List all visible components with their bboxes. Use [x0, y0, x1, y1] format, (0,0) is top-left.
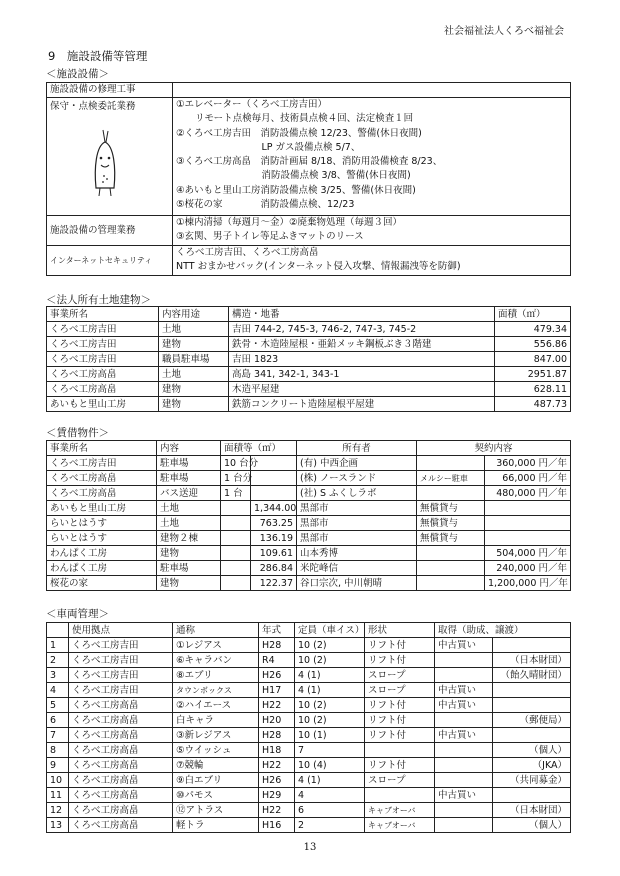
table-row [47, 653, 571, 668]
vehicle-name-cell: ③新レジアス [173, 728, 259, 743]
rental-fee-cell [485, 531, 571, 546]
vehicle-year-cell: H22 [259, 758, 295, 773]
vehicle-capacity-cell: 10 (1) [295, 728, 365, 743]
table-row [47, 516, 571, 531]
table-row [47, 337, 571, 352]
vehicle-no-cell: 3 [47, 668, 69, 683]
vehicles-header-name: 通称 [173, 623, 259, 638]
vehicle-name-cell: 白キャラ [173, 713, 259, 728]
rental-contract-note-cell [417, 546, 485, 561]
vehicle-base-cell: くろべ工房高畠 [69, 758, 173, 773]
vehicle-acquired-cell: 中古買い [435, 638, 493, 653]
vehicles-header-acquisition: 取得（助成、譲渡） [435, 623, 571, 638]
rental-count-cell [221, 516, 251, 531]
rental-content-cell: 建物 [157, 546, 221, 561]
vehicle-shape-cell: キャブオーバ [365, 818, 435, 833]
vehicle-shape-cell: スロープ [365, 773, 435, 788]
vehicle-grant-cell: （個人） [493, 743, 571, 758]
rental-fee-cell: 360,000 円／年 [485, 456, 571, 471]
table-row [47, 531, 571, 546]
table-row [47, 322, 571, 337]
vehicle-grant-cell [493, 638, 571, 653]
rental-contract-note-cell [417, 456, 485, 471]
vehicle-grant-cell: （飴久晴財団） [493, 668, 571, 683]
vehicle-base-cell: くろべ工房吉田 [69, 638, 173, 653]
vehicle-year-cell: H22 [259, 803, 295, 818]
maintenance-line: ⑤桜花の家 消防設備点検、12/23 [176, 199, 355, 211]
rental-office-cell: わんぱく工房 [47, 546, 157, 561]
table-row [47, 758, 571, 773]
vehicle-name-cell: ⑤ウイッシュ [173, 743, 259, 758]
security-line: くろべ工房吉田、くろべ工房高畠 [176, 247, 319, 258]
vehicle-shape-cell: リフト付 [365, 728, 435, 743]
table-row [47, 713, 571, 728]
table-row [47, 382, 571, 397]
vehicle-base-cell: くろべ工房高畠 [69, 803, 173, 818]
vehicle-year-cell: H28 [259, 728, 295, 743]
section-title: 9 施設設備等管理 [48, 49, 148, 63]
rental-office-cell: らいとはうす [47, 531, 157, 546]
vehicle-capacity-cell: 10 (2) [295, 713, 365, 728]
vehicle-capacity-cell: 10 (2) [295, 698, 365, 713]
rental-count-cell: 1 台分 [221, 471, 251, 486]
vehicle-no-cell: 12 [47, 803, 69, 818]
vehicle-grant-cell: （共同募金） [493, 773, 571, 788]
rentals-header-content: 内容 [157, 441, 221, 456]
rental-content-cell: 駐車場 [157, 471, 221, 486]
table-row [47, 743, 571, 758]
rental-area-cell: 136.19 [251, 531, 297, 546]
land-area-cell: 2951.87 [495, 367, 571, 382]
land-use-cell: 土地 [159, 367, 229, 382]
land-header-use: 内容用途 [159, 307, 229, 322]
management-line: ③玄関、男子トイレ等足ふきマットのリース [176, 231, 364, 243]
vehicles-header-year: 年式 [259, 623, 295, 638]
vehicle-shape-cell: リフト付 [365, 698, 435, 713]
vehicle-name-cell: ⑦競輪 [173, 758, 259, 773]
land-header-area: 面積（㎡） [495, 307, 571, 322]
vehicle-acquired-cell [435, 758, 493, 773]
maintenance-line: 消防設備点検 3/8、警備(休日夜間) [176, 170, 411, 182]
rental-fee-cell: 240,000 円／年 [485, 561, 571, 576]
rental-content-cell: バス送迎 [157, 486, 221, 501]
vehicle-name-cell: ⑥キャラバン [173, 653, 259, 668]
vehicle-capacity-cell: 4 [295, 788, 365, 803]
vehicle-acquired-cell: 中古買い [435, 728, 493, 743]
rental-fee-cell: 1,200,000 円／年 [485, 576, 571, 591]
vehicle-acquired-cell: 中古買い [435, 788, 493, 803]
table-row [47, 818, 571, 833]
rental-contract-note-cell: 無償貸与 [417, 501, 485, 516]
facilities-heading: ＜施設設備＞ [46, 68, 109, 80]
vehicle-base-cell: くろべ工房高畠 [69, 713, 173, 728]
land-office-cell: くろべ工房吉田 [47, 337, 159, 352]
vehicle-acquired-cell [435, 668, 493, 683]
land-structure-cell: 高島 341, 342-1, 343-1 [229, 367, 495, 382]
vehicles-header-shape: 形状 [365, 623, 435, 638]
land-structure-cell: 鉄骨・木造陸屋根・亜鉛メッキ鋼板ぶき３階建 [229, 337, 495, 352]
vehicle-capacity-cell: 10 (2) [295, 638, 365, 653]
vehicle-shape-cell: スロープ [365, 668, 435, 683]
vehicle-capacity-cell: 6 [295, 803, 365, 818]
rental-owner-cell: 米陀峰信 [297, 561, 417, 576]
maintenance-line: ①エレベーター（くろべ工房吉田） [176, 99, 328, 110]
rental-area-cell: 1,344.00 [251, 501, 297, 516]
rental-count-cell [221, 576, 251, 591]
vehicle-no-cell: 10 [47, 773, 69, 788]
rental-fee-cell [485, 516, 571, 531]
rental-owner-cell: (有) 中西企画 [297, 456, 417, 471]
rental-owner-cell: (株) ノースランド [297, 471, 417, 486]
vehicle-base-cell: くろべ工房高畠 [69, 728, 173, 743]
land-office-cell: くろべ工房高畠 [47, 382, 159, 397]
vehicle-no-cell: 8 [47, 743, 69, 758]
rental-owner-cell: 黒部市 [297, 516, 417, 531]
rental-contract-note-cell: 無償貸与 [417, 531, 485, 546]
facilities-table [46, 82, 571, 276]
land-structure-cell: 吉田 744-2, 745-3, 746-2, 747-3, 745-2 [229, 322, 495, 337]
table-row [47, 683, 571, 698]
vehicle-name-cell: ②ハイエース [173, 698, 259, 713]
organization-name: 社会福祉法人くろべ福祉会 [444, 26, 564, 37]
rentals-header-contract: 契約内容 [417, 441, 571, 456]
vehicle-shape-cell: リフト付 [365, 713, 435, 728]
rentals-heading: ＜賃借物件＞ [46, 427, 109, 439]
vehicle-no-cell: 6 [47, 713, 69, 728]
rental-owner-cell: (社) S ふくしラボ [297, 486, 417, 501]
vehicles-header-capacity: 定員（車イス） [295, 623, 365, 638]
table-row [47, 352, 571, 367]
vehicle-no-cell: 4 [47, 683, 69, 698]
vehicle-base-cell: くろべ工房吉田 [69, 653, 173, 668]
vehicle-name-cell: タウンボックス [173, 683, 259, 698]
table-row [47, 788, 571, 803]
rentals-table [46, 440, 571, 591]
vehicle-name-cell: 軽トラ [173, 818, 259, 833]
vehicle-name-cell: ⑩パモス [173, 788, 259, 803]
land-office-cell: くろべ工房吉田 [47, 352, 159, 367]
vehicle-year-cell: H22 [259, 698, 295, 713]
vehicle-shape-cell [365, 788, 435, 803]
vehicle-capacity-cell: 4 (1) [295, 683, 365, 698]
vehicles-header-base: 使用拠点 [69, 623, 173, 638]
vehicle-grant-cell [493, 698, 571, 713]
land-use-cell: 職員駐車場 [159, 352, 229, 367]
vehicle-grant-cell [493, 728, 571, 743]
vehicle-grant-cell: （日本財団） [493, 653, 571, 668]
rental-office-cell: くろべ工房高畠 [47, 471, 157, 486]
vehicle-grant-cell: （日本財団） [493, 803, 571, 818]
rental-count-cell [221, 561, 251, 576]
vehicle-base-cell: くろべ工房高畠 [69, 743, 173, 758]
land-area-cell: 847.00 [495, 352, 571, 367]
rental-contract-note-cell: 無償貸与 [417, 516, 485, 531]
table-row [47, 803, 571, 818]
land-use-cell: 土地 [159, 322, 229, 337]
rental-area-cell: 763.25 [251, 516, 297, 531]
page-number: 13 [303, 842, 317, 853]
vehicle-shape-cell [365, 743, 435, 758]
rental-area-cell: 109.61 [251, 546, 297, 561]
table-row [47, 773, 571, 788]
land-use-cell: 建物 [159, 337, 229, 352]
vehicle-acquired-cell [435, 713, 493, 728]
table-row [47, 367, 571, 382]
rental-count-cell: 1 台 [221, 486, 251, 501]
vehicle-capacity-cell: 2 [295, 818, 365, 833]
vehicle-no-cell: 5 [47, 698, 69, 713]
rental-office-cell: らいとはうす [47, 516, 157, 531]
table-row [47, 456, 571, 471]
vehicle-year-cell: H16 [259, 818, 295, 833]
vehicle-acquired-cell [435, 773, 493, 788]
rental-owner-cell: 谷口宗次, 中川朝晴 [297, 576, 417, 591]
management-list [173, 216, 571, 246]
rental-fee-cell: 480,000 円／年 [485, 486, 571, 501]
rental-office-cell: くろべ工房高畠 [47, 486, 157, 501]
table-row [47, 576, 571, 591]
rental-count-cell [221, 546, 251, 561]
rental-content-cell: 建物２棟 [157, 531, 221, 546]
land-structure-cell: 吉田 1823 [229, 352, 495, 367]
security-list [173, 246, 571, 276]
vehicle-capacity-cell: 10 (4) [295, 758, 365, 773]
rental-area-cell [251, 471, 297, 486]
land-area-cell: 556.86 [495, 337, 571, 352]
management-line: ①棟内清掃（毎週月～金）②廃棄物処理（毎週３回） [176, 217, 403, 228]
land-area-cell: 479.34 [495, 322, 571, 337]
vehicle-base-cell: くろべ工房高畠 [69, 698, 173, 713]
vehicle-shape-cell: スロープ [365, 683, 435, 698]
vehicle-year-cell: H26 [259, 668, 295, 683]
vehicle-year-cell: H17 [259, 683, 295, 698]
vehicle-year-cell: H29 [259, 788, 295, 803]
rental-fee-cell: 504,000 円／年 [485, 546, 571, 561]
table-row [47, 501, 571, 516]
rentals-header-office: 事業所名 [47, 441, 157, 456]
land-header-structure: 構造・地番 [229, 307, 495, 322]
vehicle-shape-cell: リフト付 [365, 758, 435, 773]
management-label: 施設設備の管理業務 [47, 216, 173, 246]
vehicle-no-cell: 2 [47, 653, 69, 668]
vehicle-name-cell: ⑧エブリ [173, 668, 259, 683]
vehicle-no-cell: 9 [47, 758, 69, 773]
rental-office-cell: 桜花の家 [47, 576, 157, 591]
vehicle-year-cell: H28 [259, 638, 295, 653]
rental-fee-cell: 66,000 円／年 [485, 471, 571, 486]
rental-owner-cell: 黒部市 [297, 501, 417, 516]
rental-office-cell: あいもと里山工房 [47, 501, 157, 516]
vehicle-no-cell: 7 [47, 728, 69, 743]
vehicle-year-cell: R4 [259, 653, 295, 668]
rental-owner-cell: 黒部市 [297, 531, 417, 546]
rental-count-cell: 10 台分 [221, 456, 251, 471]
rental-content-cell: 駐車場 [157, 561, 221, 576]
vehicle-grant-cell: （郵便局） [493, 713, 571, 728]
table-row [47, 698, 571, 713]
vehicle-name-cell: ⑫アトラス [173, 803, 259, 818]
rental-office-cell: わんぱく工房 [47, 561, 157, 576]
land-structure-cell: 鉄筋コンクリート造陸屋根平屋建 [229, 397, 495, 412]
land-use-cell: 建物 [159, 382, 229, 397]
rental-content-cell: 土地 [157, 516, 221, 531]
land-office-cell: くろべ工房吉田 [47, 322, 159, 337]
rental-area-cell: 122.37 [251, 576, 297, 591]
maintenance-list [173, 98, 571, 216]
vehicle-base-cell: くろべ工房高畠 [69, 773, 173, 788]
vehicle-acquired-cell: 中古買い [435, 683, 493, 698]
rental-office-cell: くろべ工房吉田 [47, 456, 157, 471]
maintenance-line: ④あいもと里山工房消防設備点検 3/25、警備(休日夜間) [176, 184, 416, 196]
rental-count-cell [221, 531, 251, 546]
vehicle-grant-cell [493, 683, 571, 698]
vehicle-capacity-cell: 4 (1) [295, 773, 365, 788]
vehicle-acquired-cell: 中古買い [435, 698, 493, 713]
table-row [47, 471, 571, 486]
vehicle-year-cell: H26 [259, 773, 295, 788]
table-row [47, 486, 571, 501]
rental-count-cell [221, 501, 251, 516]
vehicle-no-cell: 11 [47, 788, 69, 803]
land-heading: ＜法人所有土地建物＞ [46, 294, 151, 306]
vehicle-name-cell: ①レジアス [173, 638, 259, 653]
vehicle-grant-cell: （個人） [493, 818, 571, 833]
vehicle-name-cell: ⑨白エブリ [173, 773, 259, 788]
maintenance-label: 保守・点検委託業務 [50, 101, 136, 112]
land-area-cell: 487.73 [495, 397, 571, 412]
rental-contract-note-cell [417, 561, 485, 576]
vehicle-shape-cell: リフト付 [365, 653, 435, 668]
table-row [47, 561, 571, 576]
vehicles-heading: ＜車両管理＞ [46, 608, 109, 620]
vehicle-capacity-cell: 4 (1) [295, 668, 365, 683]
rental-area-cell: 286.84 [251, 561, 297, 576]
mascot-illustration [88, 128, 122, 198]
rentals-header-owner: 所有者 [297, 441, 417, 456]
table-row [47, 638, 571, 653]
vehicle-grant-cell: （JKA） [493, 758, 571, 773]
repair-header: 施設設備の修理工事 [47, 83, 173, 98]
land-office-cell: あいもと里山工房 [47, 397, 159, 412]
land-use-cell: 建物 [159, 397, 229, 412]
vehicle-no-cell: 13 [47, 818, 69, 833]
vehicles-table [46, 622, 571, 833]
vehicle-acquired-cell [435, 653, 493, 668]
table-row [47, 397, 571, 412]
rental-content-cell: 土地 [157, 501, 221, 516]
vehicle-acquired-cell [435, 818, 493, 833]
vehicle-grant-cell [493, 788, 571, 803]
maintenance-line: リモート点検毎月、技術員点検４回、法定検査１回 [176, 113, 414, 125]
table-row [47, 668, 571, 683]
rental-fee-cell [485, 501, 571, 516]
land-header-office: 事業所名 [47, 307, 159, 322]
rental-content-cell: 建物 [157, 576, 221, 591]
land-office-cell: くろべ工房高畠 [47, 367, 159, 382]
vehicles-header-no [47, 623, 69, 638]
land-area-cell: 628.11 [495, 382, 571, 397]
rental-contract-note-cell [417, 486, 485, 501]
rentals-header-area: 面積等（㎡） [221, 441, 297, 456]
vehicle-acquired-cell [435, 743, 493, 758]
land-structure-cell: 木造平屋建 [229, 382, 495, 397]
rental-owner-cell: 山本秀博 [297, 546, 417, 561]
maintenance-line: LP ガス設備点検 5/7、 [176, 141, 361, 153]
rental-area-cell [251, 486, 297, 501]
vehicle-year-cell: H18 [259, 743, 295, 758]
vehicle-year-cell: H20 [259, 713, 295, 728]
land-table [46, 306, 571, 412]
maintenance-line: ③くろべ工房高畠 消防計画届 8/18、消防用設備検査 8/23、 [176, 156, 443, 168]
vehicle-base-cell: くろべ工房高畠 [69, 788, 173, 803]
maintenance-line: ②くろべ工房吉田 消防設備点検 12/23、警備(休日夜間) [176, 127, 422, 139]
vehicle-base-cell: くろべ工房吉田 [69, 683, 173, 698]
vehicle-shape-cell: リフト付 [365, 638, 435, 653]
rental-content-cell: 駐車場 [157, 456, 221, 471]
vehicle-shape-cell: キャブオーバ [365, 803, 435, 818]
table-row [47, 546, 571, 561]
security-line: NTT おまかせバック(インターネット侵入攻撃、情報漏洩等を防御) [176, 261, 461, 273]
vehicle-no-cell: 1 [47, 638, 69, 653]
vehicle-capacity-cell: 7 [295, 743, 365, 758]
table-row [47, 728, 571, 743]
security-label: インターネットセキュリティ [47, 246, 173, 276]
rental-contract-note-cell: メルシー駐車 [417, 471, 485, 486]
rental-contract-note-cell [417, 576, 485, 591]
vehicle-acquired-cell [435, 803, 493, 818]
vehicle-capacity-cell: 10 (2) [295, 653, 365, 668]
vehicle-base-cell: くろべ工房吉田 [69, 668, 173, 683]
vehicle-base-cell: くろべ工房高畠 [69, 818, 173, 833]
